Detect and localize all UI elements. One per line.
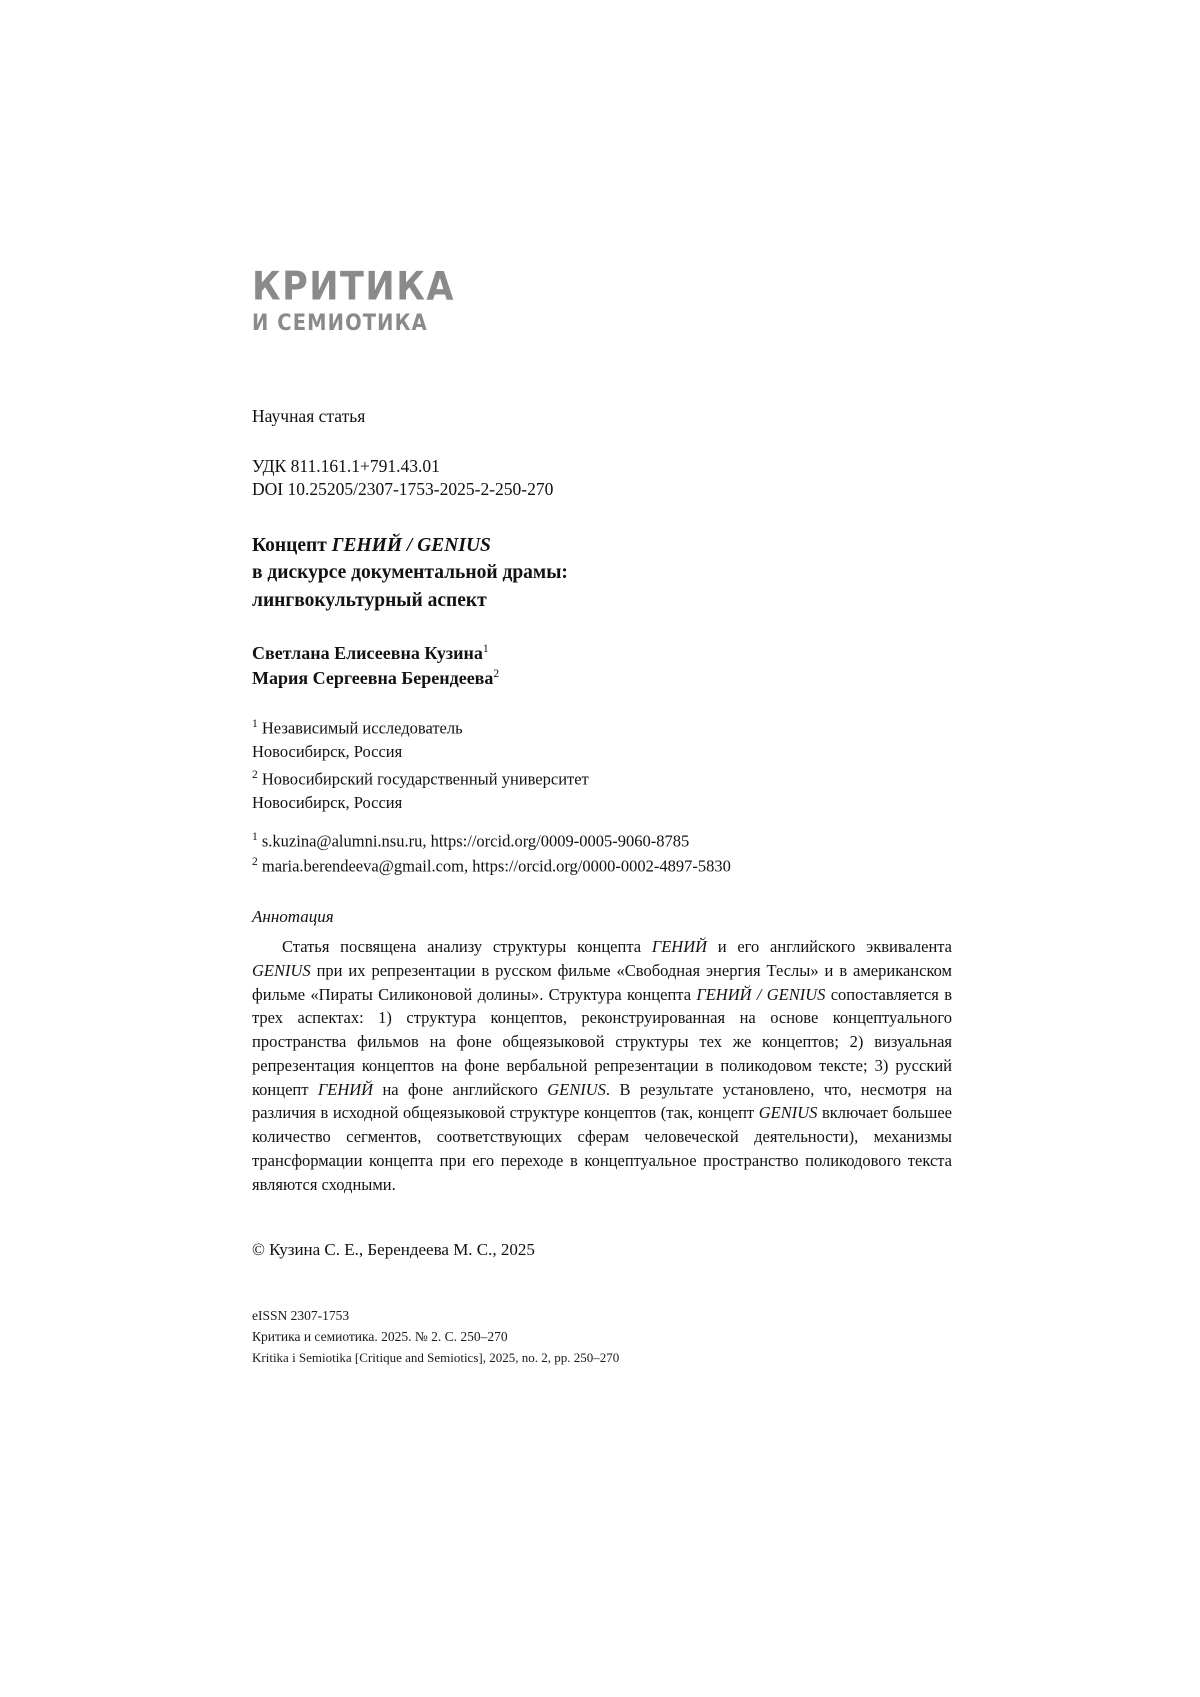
affiliation-1-city: Новосибирск, Россия <box>252 741 403 761</box>
title-part-italic: ГЕНИЙ / GENIUS <box>331 534 491 556</box>
journal-logo-line1: КРИТИКА <box>252 264 455 310</box>
footer-eissn: eISSN 2307-1753 <box>252 1308 350 1324</box>
author-1 <box>252 641 952 667</box>
author-list <box>252 641 952 692</box>
journal-logo <box>252 264 952 336</box>
affiliation-1-mark: 1 <box>252 717 258 730</box>
title-line-2: в дискурсе документальной драмы: <box>252 562 568 584</box>
abstract-seg-3: при их репрезентации в русском фильме «Свободная энергия Теслы» и в американском фильме «Пираты Силиконовой долины». Структура концепта <box>252 960 952 1004</box>
contact-1 <box>252 829 952 854</box>
article-identifiers <box>252 455 952 502</box>
contact-2 <box>252 854 952 879</box>
author-2 <box>252 666 952 692</box>
affiliation-2-mark: 2 <box>252 769 258 782</box>
affiliation-2 <box>252 767 952 814</box>
author-contacts <box>252 829 952 880</box>
abstract-term-1: ГЕНИЙ <box>651 937 708 957</box>
author-1-name: Светлана Елисеевна Кузина <box>252 642 483 663</box>
contact-1-mark: 1 <box>252 830 258 843</box>
affiliation-2-org: Новосибирский государственный университет <box>261 769 589 789</box>
abstract-seg-1: Статья посвящена анализу структуры концепта <box>282 937 652 957</box>
journal-logo-line2: И СЕМИОТИКА <box>252 309 428 336</box>
copyright-notice: © Кузина С. Е., Берендеева М. С., 2025 <box>252 1240 535 1260</box>
abstract-text <box>252 935 952 1196</box>
contact-1-text[interactable]: s.kuzina@alumni.nsu.ru, https://orcid.org/0009-0005-9060-8785 <box>261 831 690 851</box>
doi-code: DOI 10.25205/2307-1753-2025-2-250-270 <box>252 479 554 500</box>
affiliation-1 <box>252 716 952 763</box>
abstract-seg-6: . В результате установлено, что, несмотря на различия в исходной общеязыковой структуре концептов (так, концепт <box>252 1079 953 1123</box>
page-footer <box>252 1306 952 1368</box>
footer-citation-en: Kritika i Semiotika [Critique and Semiotics], 2025, no. 2, pp. 250–270 <box>252 1350 620 1366</box>
affiliations <box>252 716 952 815</box>
author-1-mark: 1 <box>482 642 489 655</box>
contact-2-text[interactable]: maria.berendeeva@gmail.com, https://orcid.org/0000-0002-4897-5830 <box>261 856 731 876</box>
abstract-term-6: GENIUS <box>758 1103 818 1123</box>
abstract-seg-2: и его английского эквивалента <box>707 937 953 957</box>
affiliation-1-org: Независимый исследователь <box>261 718 463 738</box>
contact-2-mark: 2 <box>252 855 258 868</box>
title-line-3: лингвокультурный аспект <box>252 590 487 612</box>
author-2-mark: 2 <box>493 668 500 681</box>
article-type: Научная статья <box>252 405 366 426</box>
page-title <box>252 532 952 615</box>
abstract-seg-4: сопоставляется в трех аспектах: 1) структура концептов, реконструированная на основе концептуального пространства фильмов на фоне общеязыковой структуры тех же концептов; 2) визуальная репрезентация концептов на фоне вербальной репрезентации в поликодовом тексте; 3) русский концепт <box>252 984 952 1099</box>
author-2-name: Мария Сергеевна Берендеева <box>252 668 494 689</box>
abstract-term-4: ГЕНИЙ <box>317 1079 374 1099</box>
article-content <box>252 264 953 1368</box>
abstract-seg-5: на фоне английского <box>373 1079 548 1099</box>
footer-citation-ru: Критика и семиотика. 2025. № 2. С. 250–270 <box>252 1329 508 1345</box>
udk-code: УДК 811.161.1+791.43.01 <box>252 455 440 476</box>
abstract-term-2: GENIUS <box>252 960 311 980</box>
abstract-term-5: GENIUS <box>547 1079 606 1099</box>
abstract-seg-7: включает большее количество сегментов, соответствующих сферам человеческой деятельности), механизмы трансформации концепта при его переходе в концептуальное пространство поликодового текста являются сходными. <box>252 1103 952 1194</box>
abstract-label: Аннотация <box>252 907 334 927</box>
title-part-plain: Концепт <box>252 534 332 556</box>
affiliation-2-city: Новосибирск, Россия <box>252 793 403 813</box>
abstract-term-3: ГЕНИЙ / GENIUS <box>696 984 826 1004</box>
